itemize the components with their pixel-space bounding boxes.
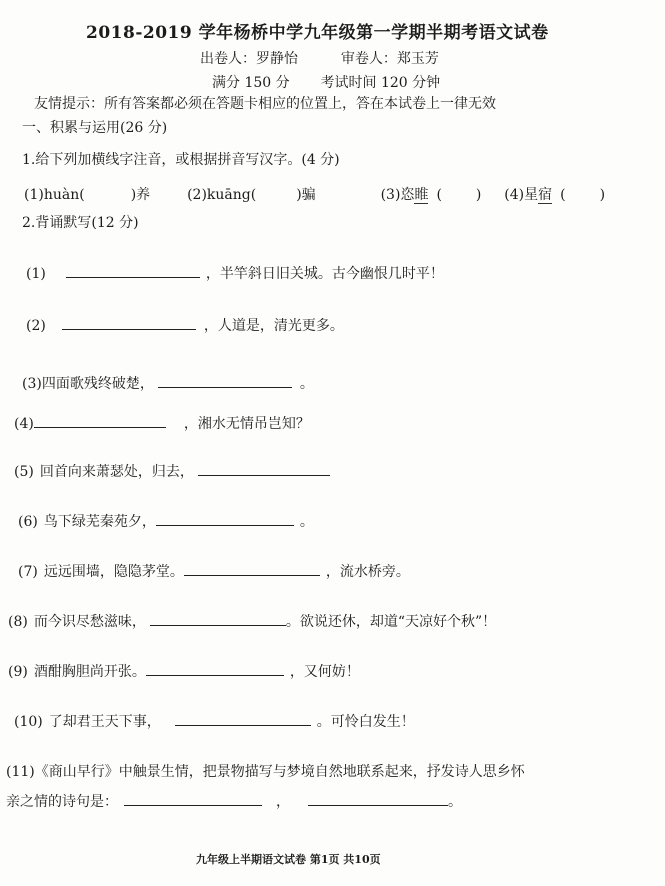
recite-line-6: (6) 鸟下绿芜秦苑夕， 。 [18,511,314,531]
author-name: 罗静怡 [256,51,298,67]
answer-blank[interactable] [66,263,200,278]
recite-line-2: (2) ，人道是，清光更多。 [26,315,344,335]
question-1-items [24,184,605,204]
answer-blank[interactable] [150,611,286,626]
recite-line-5: (5) 回首向来萧瑟处，归去， [14,461,330,481]
answer-blank[interactable] [198,461,330,476]
author-line [200,48,439,68]
answer-blank[interactable] [62,315,196,330]
answer-blank[interactable] [184,561,320,576]
exam-time: 考试时间 120 分钟 [320,75,441,91]
recite-line-4: (4) ，湘水无情吊岂知？ [14,413,310,433]
q1-item-2: (2)kuāng( )骗 [187,187,316,203]
recite-line-8: (8) 而今识尽愁滋味， 。欲说还休，却道“天凉好个秋”！ [8,611,496,631]
question-2-prompt: 2.背诵默写(12 分) [22,215,139,231]
notice: 友情提示：所有答案都必须在答题卡相应的位置上，答在本试卷上一律无效 [34,96,496,112]
score-time-line [212,72,440,92]
page-title: 2018-2019 学年杨桥中学九年级第一学期半期考语文试卷 [86,23,549,43]
recite-line-7: (7) 远远围墙，隐隐茅堂。 ，流水桥旁。 [18,561,410,581]
answer-blank[interactable] [124,791,262,806]
recite-line-10: (10) 了却君王天下事， 。可怜白发生！ [14,711,415,731]
author-label: 出卷人： [200,51,256,67]
section-title: 一、积累与运用(26 分) [22,120,168,136]
answer-blank[interactable] [156,511,294,526]
page-footer: 九年级上半期语文试卷 第1页 共10页 [196,853,381,866]
recite-line-9: (9) 酒酣胸胆尚开张。 ，又何妨！ [8,661,360,681]
recite-line-11-answer: 亲之情的诗句是： ， 。 [6,791,462,811]
q1-item-4: (4)星宿 ( ) [504,187,606,203]
q1-item-3: (3)恣睢 ( ) [380,187,482,203]
answer-blank[interactable] [146,661,284,676]
answer-blank[interactable] [34,413,166,428]
answer-blank[interactable] [308,791,448,806]
recite-line-3: (3)四面歌残终破楚， 。 [22,373,314,393]
question-1-prompt: 1.给下列加横线字注音，或根据拼音写汉字。(4 分) [22,152,340,168]
answer-blank[interactable] [175,711,311,726]
q1-item-1: (1)huàn( )养 [24,187,151,203]
reviewer-name: 郑玉芳 [396,51,439,67]
recite-line-1: (1) ，半竿斜日旧关城。古今幽恨几时平！ [26,263,444,283]
full-score: 满分 150 分 [212,75,290,91]
answer-blank[interactable] [158,373,292,388]
reviewer-label: 审卷人： [340,51,397,67]
recite-line-11: (11)《商山早行》中触景生情，把景物描写与梦境自然地联系起来，抒发诗人思乡怀 [6,764,525,780]
